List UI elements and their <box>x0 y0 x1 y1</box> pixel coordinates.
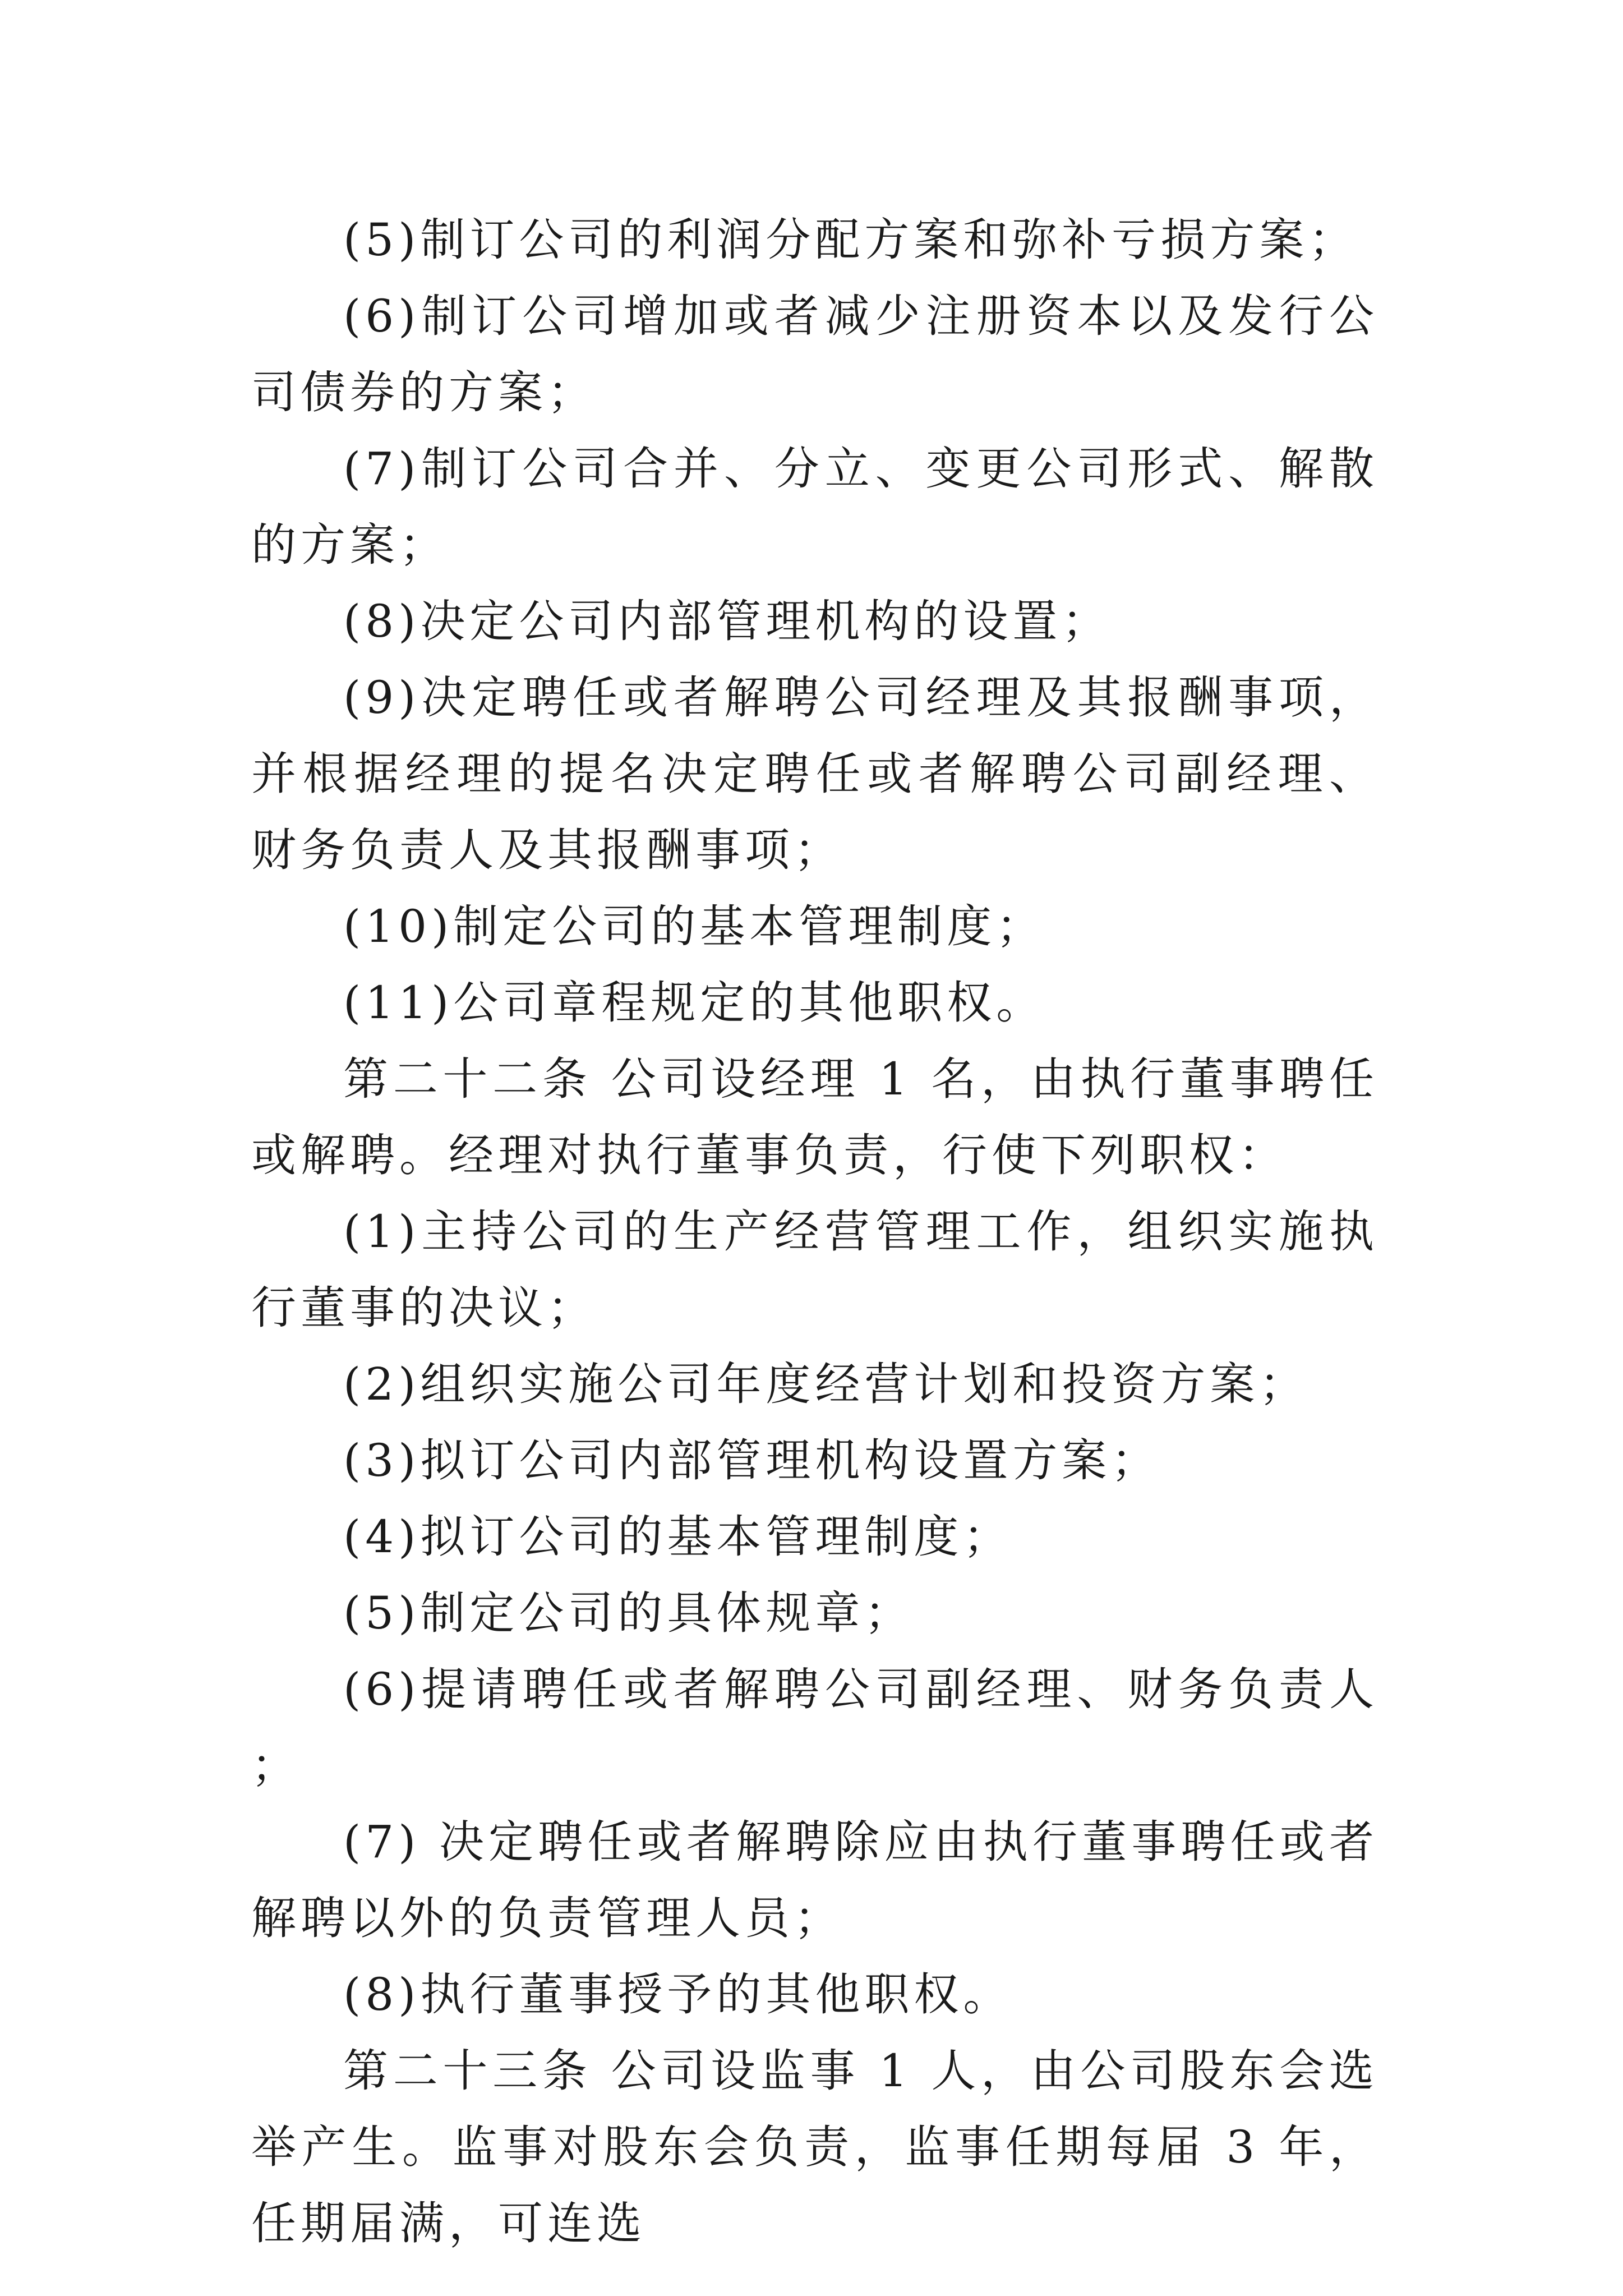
article-23: 第二十三条 公司设监事 1 人，由公司股东会选举产生。监事对股东会负责，监事任期每届 3 年，任期届满，可连选 <box>251 2045 1378 2249</box>
paragraph-manager-item-2: (2)组织实施公司年度经营计划和投资方案； <box>343 1358 1309 1410</box>
paragraph-item-11-other-powers: (11)公司章程规定的其他职权。 <box>343 977 1046 1029</box>
paragraph-manager-item-1: (1)主持公司的生产经营管理工作，组织实施执行董事的决议； <box>251 1205 1378 1334</box>
paragraph-manager-item-8: (8)执行董事授予的其他职权。 <box>343 1968 1013 2021</box>
paragraph-manager-item-3: (3)拟订公司内部管理机构设置方案； <box>343 1434 1161 1487</box>
paragraph-item-7-merger-plan: (7)制订公司合并、分立、变更公司形式、解散的方案； <box>251 443 1378 571</box>
article-22: 第二十二条 公司设经理 1 名，由执行董事聘任或解聘。经理对执行董事负责，行使下列职权： <box>251 1053 1378 1181</box>
paragraph-item-8-internal-structure: (8)决定公司内部管理机构的设置； <box>343 595 1112 647</box>
document-body <box>251 202 1378 2262</box>
paragraph-manager-item-6: (6)提请聘任或者解聘公司副经理、财务负责人； <box>251 1663 1378 1792</box>
paragraph-item-5-profit-plan: (5)制订公司的利润分配方案和弥补亏损方案； <box>343 214 1358 266</box>
paragraph-item-9-manager-appointment: (9)决定聘任或者解聘公司经理及其报酬事项，并根据经理的提名决定聘任或者解聘公司副经理、财务负责人及其报酬事项； <box>251 671 1378 876</box>
paragraph-item-10-management-system: (10)制定公司的基本管理制度； <box>343 900 1046 953</box>
paragraph-manager-item-7: (7) 决定聘任或者解聘除应由执行董事聘任或者解聘以外的负责管理人员； <box>251 1816 1378 1944</box>
paragraph-item-6-capital-plan: (6)制订公司增加或者减少注册资本以及发行公司债券的方案； <box>251 290 1378 418</box>
paragraph-manager-item-5: (5)制定公司的具体规章； <box>343 1587 914 1639</box>
paragraph-manager-item-4: (4)拟订公司的基本管理制度； <box>343 1511 1013 1563</box>
